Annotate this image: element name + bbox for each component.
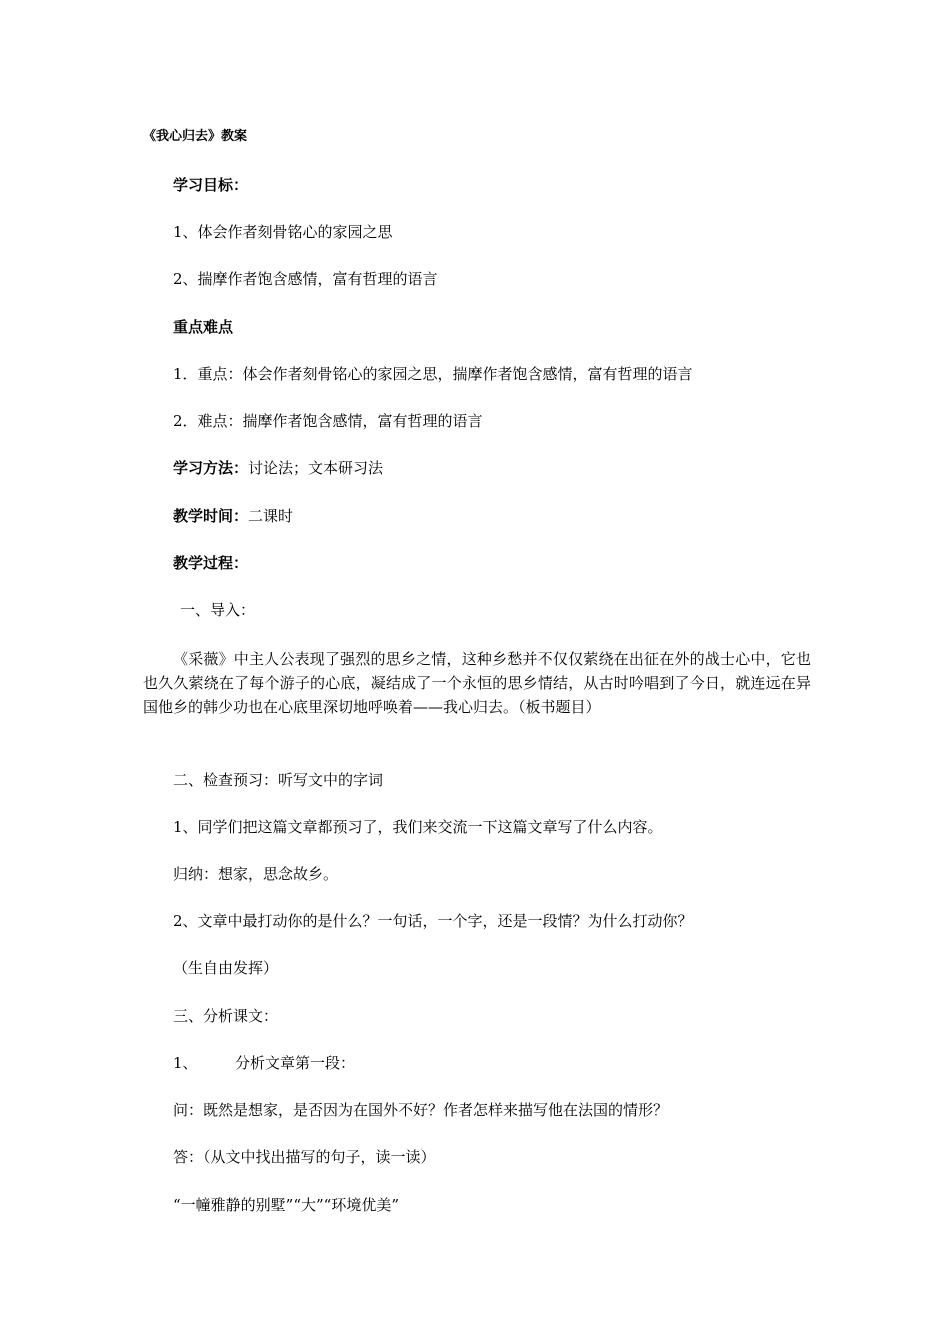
section-analysis-heading: 三、分析课文： [173,1007,279,1025]
document-title: 《我心归去》教案 [143,129,248,144]
analysis-item-1 [173,1053,355,1073]
teaching-time-value: 二课时 [248,507,294,525]
summary-1: 归纳：想家，思念故乡。 [173,865,339,883]
study-method-label: 学习方法： [173,459,249,477]
objectives-heading: 学习目标： [173,176,249,194]
analysis-item-number: 1、 [173,1054,198,1072]
objective-2: 2、揣摩作者饱含感情，富有哲理的语言 [173,270,438,288]
free-discussion-note: （生自由发挥） [173,959,279,977]
key-point: 1．重点：体会作者刻骨铭心的家园之思，揣摩作者饱含感情，富有哲理的语言 [173,365,693,383]
key-difficult-heading: 重点难点 [173,318,234,336]
analysis-answer: 答：（从文中找出描写的句子，读一读） [173,1148,436,1166]
question-2: 2、文章中最打动你的是什么？一句话，一个字，还是一段情？为什么打动你？ [173,912,693,930]
objective-1: 1、体会作者刻骨铭心的家园之思 [173,223,393,241]
section-intro-heading: 一、导入： [180,601,256,619]
teaching-time-label: 教学时间： [173,507,249,525]
process-heading: 教学过程： [173,554,249,572]
intro-paragraph: 《采薇》中主人公表现了强烈的思乡之情，这种乡愁并不仅仅萦绕在出征在外的战士心中，它也也久久萦绕在了每个游子的心底，凝结成了一个永恒的思乡情结，从古时吟唱到了今日，就连远在异国他乡的韩少功也在心底里深切地呼唤着——我心归去。（板书题目） [143,650,811,716]
study-method-value: 讨论法；文本研习法 [248,459,384,477]
difficult-point: 2．难点：揣摩作者饱含感情，富有哲理的语言 [173,412,483,430]
analysis-question: 问：既然是想家，是否因为在国外不好？作者怎样来描写他在法国的情形？ [173,1101,669,1119]
study-method [173,458,383,478]
teaching-time [173,506,293,526]
analysis-item-text: 分析文章第一段： [235,1054,356,1072]
question-1: 1、同学们把这篇文章都预习了，我们来交流一下这篇文章写了什么内容。 [173,818,663,836]
analysis-quotes: “一幢雅静的别墅”“大”“环境优美” [173,1196,400,1214]
section-preview-heading: 二、检查预习：听写文中的字词 [173,771,384,789]
